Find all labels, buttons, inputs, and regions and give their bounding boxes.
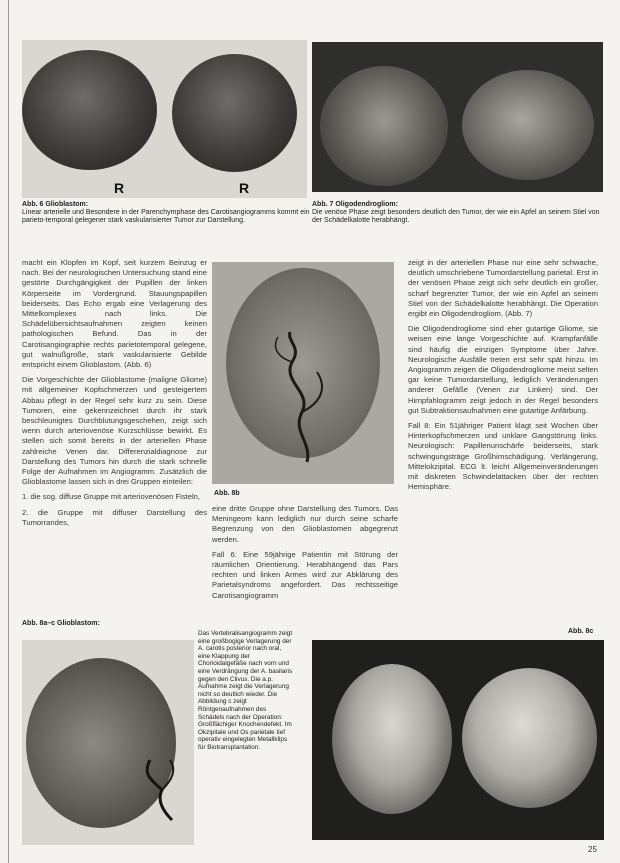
figure-6-image-right: [172, 40, 307, 198]
figure-6-text: Linear arterielle und Besondere in der Parenchymphase des Carotisangiogramms kommt ein parieto-temporal gelegener stark vaskularisierter Tumor zur Darstellung.: [22, 209, 310, 224]
figure-8c-image: [312, 640, 604, 840]
middle-paragraph-1: eine dritte Gruppe ohne Darstellung des Tumors. Das Meningeom kann lediglich nur durch seine scharfe Begrenzung von den Glioblastomen abgegrenzt werden.: [212, 504, 398, 544]
figure-6-image-left: [22, 40, 172, 198]
figure-8c-label: Abb. 8c: [568, 628, 594, 635]
figure-8a-vessels: [22, 640, 194, 845]
figure-7-image-right: [458, 42, 603, 192]
page-edge-rule: [8, 0, 9, 863]
figure-6-marker-right: R: [239, 180, 250, 196]
left-paragraph-1: macht ein Klopfen im Kopf, seit kurzem Beinzug er nach. Bei der neurologischen Untersuchung stand eine gestörte Durchgängigkeit der Pupillen der linken Körperseite im Vordergrund. Stauungspapillen beiderseits. Das Echo ergab eine Verlagerung des Mittelkomplexes nach links. Die Schädelübersichtsaufnahmen zeigten keinen pathologischen Befund. Das in der Carotisangiographie rechts parietotemporal gelegene, gut walnußgroße, stark vaskularisierte Gebilde entspricht einem Glioblastom. (Abb. 6): [22, 258, 207, 370]
left-column: [22, 258, 207, 533]
figure-6-title: Abb. 6 Glioblastom:: [22, 201, 89, 208]
figure-6-marker-left: R: [114, 180, 125, 196]
figure-7-image-left: [312, 42, 458, 192]
left-list-item-2: 2. die Gruppe mit diffuser Darstellung des Tumorrandes,: [22, 507, 207, 527]
right-column: [408, 258, 598, 497]
left-list-item-1: 1. die sog. diffuse Gruppe mit arteriovenösen Fisteln,: [22, 492, 200, 502]
figure-6-caption: [22, 201, 310, 225]
figure-8a-title: Abb. 8a–c Glioblastom:: [22, 620, 100, 627]
figure-7-caption: [312, 201, 602, 225]
figure-8a-text: Das Vertebralisangiogramm zeigt eine großbogige Verlagerung der A. carotis posterior nach oral, eine Klappung der Chorioidalgefäße nach vorn und eine Verdrängung der A. basilaris gegen den Clivus. Die a.p. Aufnahme zeigt die Verlagerung nicht so deutlich wieder. Die Abbildung c zeigt Röntgenaufnahmen des Schädels nach der Operation: Großflächiger Knochendefekt. Im Okzipitale und Os parietale tief operativ eingelegten Metallklips für Biotransplantation.: [198, 630, 293, 751]
figure-7-title: Abb. 7 Oligodendrogliom:: [312, 201, 398, 208]
right-paragraph-1: zeigt in der arteriellen Phase nur eine sehr schwache, deutlich umschriebene Tumordarstellung parietal. Erst in der venösen Phase zeigt sich sehr deutlich ein großer, scharf begrenzter Tumor, der wie ein Apfel an seinem Stiel von der Schädelkalotte herabhängt. Die Operation ergibt ein Oligodendrogliom. (Abb. 7): [408, 258, 598, 319]
middle-paragraph-2: Fall 6: Eine 59jährige Patientin mit Störung der räumlichen Orientierung. Herabhängend das Pars rechten und linken Armes wird zur Abklärung des Parietalsyndroms angefordert. Das rechtsseitige Carotisangiogramm: [212, 549, 398, 600]
right-paragraph-2: Die Oligodendrogliome sind eher gutartige Gliome, sie weisen eine lange Vorgeschichte auf. Krampfanfälle sind häufig die einzigen Symptome über Jahre. Neurologische Ausfälle treten erst sehr spät hinzu. Im Angiogramm zeigen die Oligodendrogliome meist selten gar keine Tumordarstellung, lediglich Veränderungen anderer Gefäße (Venen zur Linken) sind. Der Hirnpfahlogramm zeigt jedoch in der Regel besonders gut Subtraktionsaufnahmen eine gutartige Anfärbung.: [408, 324, 598, 415]
right-paragraph-3: Fall 8: Ein 51jähriger Patient klagt seit Wochen über Hinterkopfschmerzen und unklare Gangstörung links. Neurologisch: Papillenunschärfe beiderseits, stark schwingungsträge Großhirnschädigung. Verlängerung, Mittelokzipital. ECG lt. leicht Allgemeinveränderungen mit diskreten Schwindelattacken über der rechten Hemisphäre.: [408, 421, 598, 492]
middle-column: [212, 504, 398, 606]
figure-8b-image: [212, 262, 394, 484]
page-number: 25: [588, 845, 597, 854]
left-paragraph-2: Die Vorgeschichte der Glioblastome (maligne Gliome) mit allgemeiner Kopfschmerzen und gesteigertem Abbau pflegt in der Regel sehr kurz zu sein. Diese Tumoren, eine gekennzeichnet durch ihr stark beschleunigtes Durchblutungsgeschehen, zeigt sich wenn durch arteriovenöse Kurzschlüsse bewirkt. Es stellen sich somit bereits in der arteriellen Phase zahlreiche Venen dar. Differenzialdiagnose zur Darstellung des Tumors hin durch die stark schnelle Folge der Aufnahmen im Angiogramm. Zusätzlich die Glioblastome lassen sich in drei Gruppen einteilen:: [22, 375, 207, 487]
figure-8b-label: Abb. 8b: [214, 490, 240, 497]
figure-8a-caption: [198, 630, 294, 752]
figure-8b-vessels: [212, 262, 394, 484]
figure-8a-image: [22, 640, 194, 845]
figure-7-text: Die venöse Phase zeigt besonders deutlich den Tumor, der wie ein Apfel an seinem Stiel von der Schädelkalotte herabhängt.: [312, 209, 600, 224]
